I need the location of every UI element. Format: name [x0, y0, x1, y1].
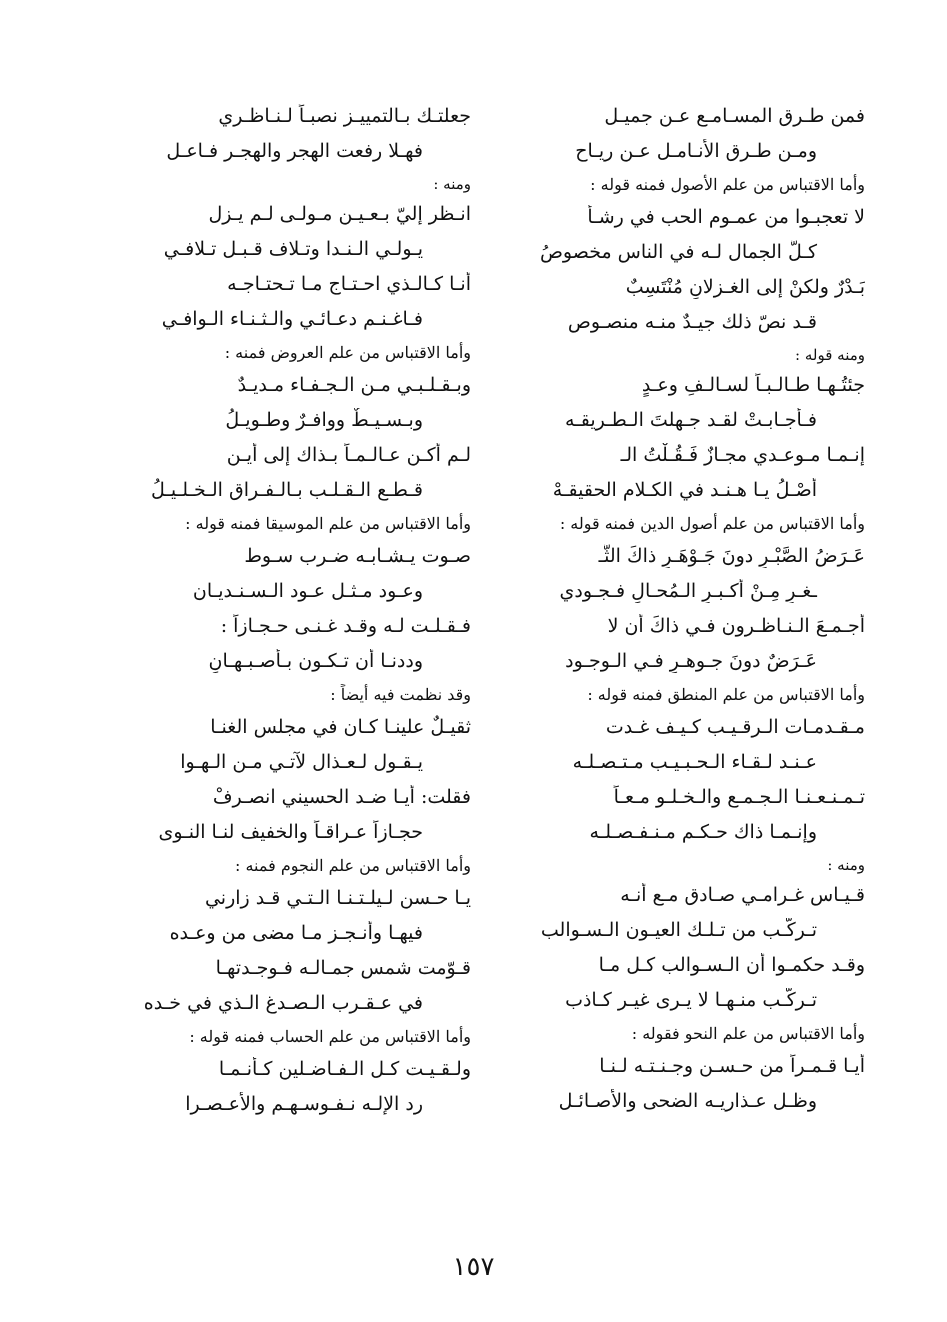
- section-heading: وأما الاقتباس من علم النجوم فمنه :: [235, 856, 471, 875]
- section-heading: وأما الاقتباس من علم أصول الدين فمنه قوله :: [559, 514, 865, 533]
- verse-line: أجـمـعَ الـنـاظـرون فـي ذاكَ أن لا: [607, 615, 865, 637]
- section-heading: وأما الاقتباس من علم النحو فقوله :: [631, 1024, 865, 1043]
- verse-line-second-hemistich: كـلُّ الجمال لـه في الناس مخصوصُ: [539, 241, 817, 263]
- verse-line: عَـرَضُ الصَّبْـرِ دونَ جَـوْهَـرِ ذاكَ الثَّـ: [598, 545, 865, 567]
- verse-line: قـوّمت شمس جمـالـه فـوجـدتهـا: [215, 957, 471, 979]
- right-column: [487, 104, 865, 1124]
- verse-line: ولـقـيـت كـل الـفـاضـلين كـأنـمـا: [218, 1058, 471, 1080]
- verse-line-second-hemistich: قـطـع الـقـلـب بـالـفـراق الـخـلـيـلُ: [150, 479, 423, 501]
- verse-line: وقـد حكمـوا أن الـسـوالب كـل مـا: [598, 954, 865, 976]
- verse-line-second-hemistich: وعـود مـثـل عـود الـسـنـديـان: [192, 580, 423, 602]
- verse-line-second-hemistich: أَصْـلُ يـا هـنـد في الكـلام الحقيقـهْ: [552, 479, 817, 501]
- verse-line: بَـدْرٌ ولكنْ إلى الغـزلانِ مُنْتَسِبٌ: [625, 276, 865, 298]
- verse-line-second-hemistich: ـغـرِ مِـنْ أكـبـرِ الـمُحـالِ فـجـودي: [559, 580, 817, 602]
- verse-line-second-hemistich: حجـازاً عـراقـاً والخفيف لنـا النـوى: [158, 821, 423, 843]
- verse-line: أيـا قـمـراً من حـسـن وجـنـتـه لـنـا: [599, 1055, 865, 1077]
- verse-line-second-hemistich: رد الإلـه نـفـوسـهـم والأعـصـرا: [185, 1093, 423, 1115]
- verse-line-second-hemistich: يـقـول لـعـذال لآتـي مـن الـهـوا: [180, 751, 423, 773]
- verse-line-second-hemistich: ومـن طـرق الأنـامـل عـن ريـاح: [575, 140, 817, 162]
- verse-line: مـقـدمـات الـرقـيـب كـيـف غـدت: [605, 716, 865, 738]
- verse-line-second-hemistich: فـأجـابـتْ لقـد جـهلتَ الـطـريقـه: [564, 409, 817, 431]
- verse-line: لا تعجبـوا من عمـوم الحب في رشـأ: [587, 206, 865, 228]
- verse-line-second-hemistich: وإنـمـا ذاك حـكـم مـنـفـصـلـه: [589, 821, 817, 843]
- section-heading: وأما الاقتباس من علم المنطق فمنه قوله :: [587, 685, 865, 704]
- subheading: ومنه قوله :: [795, 346, 865, 364]
- left-column: [119, 104, 471, 1127]
- subheading: ومنه :: [827, 856, 865, 874]
- verse-line-second-hemistich: وظـل عـذاريـه الضحى والأصـائـل: [558, 1090, 817, 1112]
- verse-line-second-hemistich: فهـلا رفعت الهجر والهجـر فـاعـل: [166, 140, 423, 162]
- verse-line: جئتُـهـا طـالـبـاً لسـالـفِ وعـدٍ: [641, 374, 865, 396]
- subheading: ومنه :: [433, 175, 471, 193]
- verse-line: فمن طـرق المسـامـع عـن جميـل: [604, 105, 865, 127]
- verse-line-second-hemistich: قـد نصّ ذلك جيـدٌ منـه منصـوص: [567, 311, 817, 333]
- verse-line: يـا حـسن لـيلـتـنـا الـتـي قـد زارني: [204, 887, 471, 909]
- verse-line: أنـا كـالـذي احـتـاج مـا تـحتـاجـه: [227, 273, 471, 295]
- verse-line-second-hemistich: عَـرَضٌ دونَ جـوهـرٍ فـي الـوجـود: [565, 650, 817, 672]
- section-heading: وأما الاقتباس من علم الحساب فمنه قوله :: [189, 1027, 471, 1046]
- verse-line: صـوت يـشـابـه ضـرب سـوط: [244, 545, 471, 567]
- verse-line-second-hemistich: فـاغـنـم دعـائـي والـثـنـاء الـوافـي: [161, 308, 423, 330]
- section-heading: وأما الاقتباس من علم العروض فمنه :: [224, 343, 471, 362]
- section-heading: وأما الاقتباس من علم الأصول فمنه قوله :: [590, 175, 865, 194]
- verse-line: لـم أكـن عـالـمـاً بـذاك إلى أيـن: [226, 444, 471, 466]
- verse-line: ثقيـلٌ علينـا كـان في مجلس الغنـا: [210, 716, 471, 738]
- verse-line: انـظر إليّ بـعـيـن مـولـى لـم يـزل: [208, 203, 471, 225]
- section-heading: وأما الاقتباس من علم الموسيقا فمنه قوله :: [185, 514, 471, 533]
- verse-line: فقلت: أيـا ضـد الحسيني انصـرفْ: [212, 786, 471, 808]
- section-heading: وقد نظمت فيه أيضاً :: [330, 685, 471, 704]
- verse-line: جعلتـك بـالتمييـز نصبـاً لـنـاظـري: [218, 105, 471, 127]
- verse-line-second-hemistich: عـنـد لـقـاء الـحـبـيـب مـتـصـلـه: [572, 751, 817, 773]
- verse-line: تـمـنـعـنـا الـجـمـع والـخـلـو مـعـاً: [613, 786, 865, 808]
- verse-line: وبـقـلـبـي مـن الـجـفـاء مـديـدٌ: [237, 374, 471, 396]
- verse-line-second-hemistich: في عـقـرب الـصـدغ الـذي في خـده: [143, 992, 423, 1014]
- page-number: ١٥٧: [452, 1252, 495, 1282]
- verse-line-second-hemistich: تـركّـب من تـلـك العيـون الـسـوالب: [540, 919, 817, 941]
- verse-line-second-hemistich: يـولـي الـنـدا وتـلاف قـبـل تـلافـي: [163, 238, 423, 260]
- verse-line-second-hemistich: تـركّـب منـهـا لا يـرى غيـر كـاذب: [565, 989, 817, 1011]
- verse-line-second-hemistich: وددنـا أن تـكـون بـأصـبـهـانِ: [208, 650, 423, 672]
- verse-line: قـيـاس غـرامـي صـادق مـع أنـه: [620, 884, 865, 906]
- verse-line-second-hemistich: وبـسـيـطٌ ووافـرٌ وطـويـلُ: [225, 409, 423, 431]
- verse-line: إنـمـا مـوعـدي مجـازٌ فَـقُـلْتُ الـ: [620, 444, 865, 466]
- verse-line: فـقـلـت لـه وقـد غـنـى حـجـازاً :: [220, 615, 471, 637]
- verse-line-second-hemistich: فيهـا وأنـجـز مـا مضى من وعـده: [169, 922, 423, 944]
